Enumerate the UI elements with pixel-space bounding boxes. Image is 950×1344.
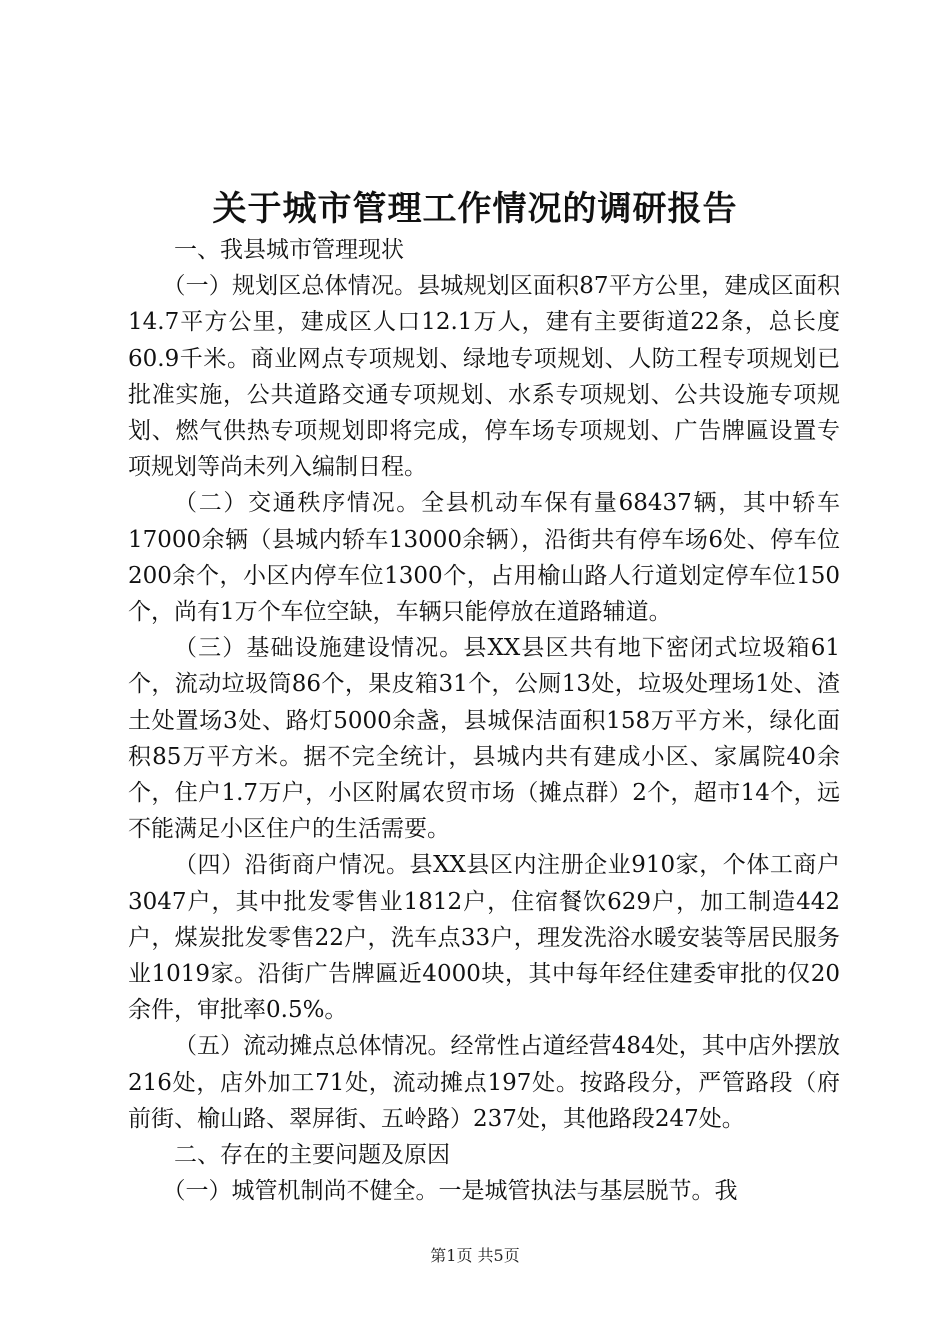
section-heading-1: 一、我县城市管理现状 bbox=[174, 237, 404, 263]
document-body bbox=[128, 232, 840, 1209]
paragraph-traffic: （二）交通秩序情况。全县机动车保有量68437辆，其中轿车17000余辆（县城内轿车13000余辆），沿街共有停车场6处、停车位200余个，小区内停车位1300个，占用榆山路人行道划定停车位150个，尚有1万个车位空缺，车辆只能停放在道路辅道。 bbox=[128, 490, 840, 626]
page-footer: 第1页 共5页 bbox=[430, 1246, 520, 1265]
section-heading-2: 二、存在的主要问题及原因 bbox=[174, 1142, 450, 1169]
document-title: 关于城市管理工作情况的调研报告 bbox=[212, 189, 738, 229]
paragraph-merchants: （四）沿街商户情况。县XX县区内注册企业910家，个体工商户3047户，其中批发零售业1812户，住宿餐饮629户，加工制造442户，煤炭批发零售22户，洗车点33户，理发洗浴水暖安装等居民服务业1019家。沿街广告牌匾近4000块，其中每年经住建委审批的仅20余件，审批率0.5%。 bbox=[128, 852, 840, 1024]
paragraph-mechanism: （一）城管机制尚不健全。一是城管执法与基层脱节。我 bbox=[162, 1178, 738, 1205]
paragraph-vendors: （五）流动摊点总体情况。经常性占道经营484处，其中店外摆放216处，店外加工71处，流动摊点197处。按路段分，严管路段（府前街、榆山路、翠屏街、五岭路）237处，其他路段247处。 bbox=[128, 1033, 840, 1132]
paragraph-infrastructure: （三）基础设施建设情况。县XX县区共有地下密闭式垃圾箱61个，流动垃圾筒86个，果皮箱31个，公厕13处，垃圾处理场1处、渣土处置场3处、路灯5000余盏，县城保洁面积158万平方米，绿化面积85万平方米。据不完全统计，县城内共有建成小区、家属院40余个，住户1.7万户，小区附属农贸市场（摊点群）2个，超市14个，远不能满足小区住户的生活需要。 bbox=[128, 635, 840, 843]
paragraph-planning: （一）规划区总体情况。县城规划区面积87平方公里，建成区面积14.7平方公里，建成区人口12.1万人，建有主要街道22条，总长度60.9千米。商业网点专项规划、绿地专项规划、人防工程专项规划已批准实施，公共道路交通专项规划、水系专项规划、公共设施专项规划、燃气供热专项规划即将完成，停车场专项规划、广告牌匾设置专项规划等尚未列入编制日程。 bbox=[128, 273, 840, 481]
